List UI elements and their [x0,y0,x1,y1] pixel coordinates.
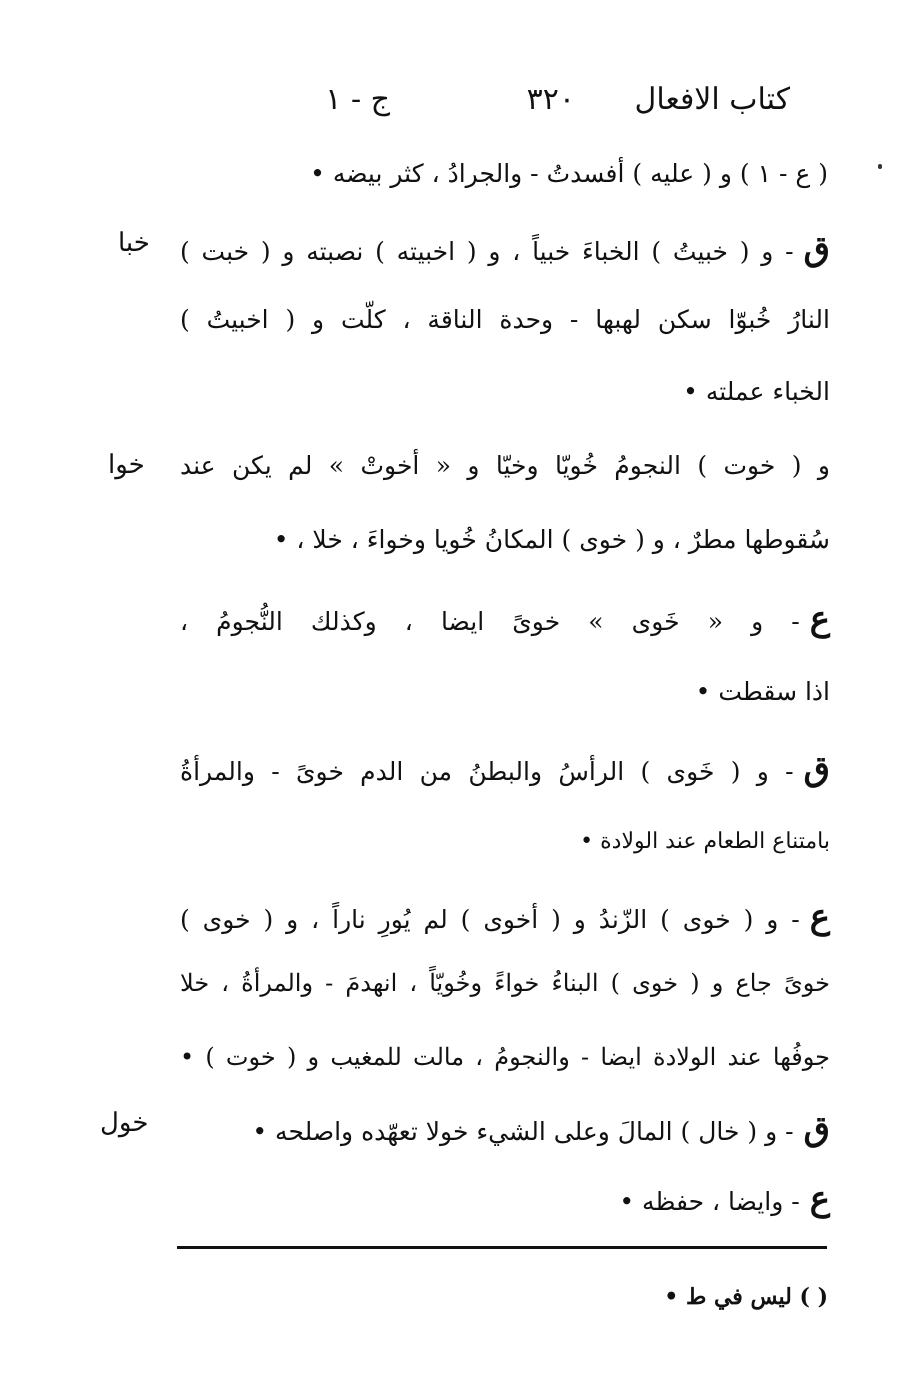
text-line [180,1178,830,1221]
line-marker: ع [809,897,830,937]
text-line [180,1108,830,1151]
line-text: - و ( خبيتُ ) الخباءَ خبياً ، و ( اخبيته ) نصبته و ( خبت ) [180,237,794,266]
line-text: الخباء عملته • [683,377,830,406]
line-marker: ع [809,599,830,639]
line-marker: ع [809,1179,830,1219]
line-text: و ( خوت ) النجومُ خُويّا وخيّا و « أخوتْ » لم يكن عند [180,451,830,480]
book-title: كتاب الافعال [634,82,790,117]
footnote: ( ) ليس في ط • [664,1284,828,1310]
text-line [180,376,830,407]
text-line [180,968,830,998]
line-text: - وايضا ، حفظه • [619,1187,800,1216]
line-text: - و ( خَوى ) الرأسُ والبطنُ من الدم خوىً - والمرأةُ [180,757,794,786]
line-text: النارُ خُبوّا سكن لهبها - وحدة الناقة ، كلّت و ( اخبيتُ ) [180,305,830,334]
margin-root-khawa: خوا [108,450,145,480]
footnote-divider [177,1246,827,1249]
text-line [180,1042,830,1072]
line-marker: ق [803,1109,830,1149]
page-header [190,82,790,132]
margin-root-khawl: خول [100,1108,149,1138]
text-line [178,158,828,189]
line-text: - و ( خوى ) الزّندُ و ( أخوى ) لم يُورِ ناراً ، و ( خوى ) [180,905,800,934]
line-text: بامتناع الطعام عند الولادة • [580,829,830,854]
text-line [180,598,830,641]
line-marker: ق [803,749,830,789]
volume-label: ج - ١ [325,82,390,117]
line-marker: ق [803,229,830,269]
text-line [180,896,830,939]
text-line [180,748,830,791]
text-line [180,304,830,335]
line-text: - و « خَوى » خوىً ايضا ، وكذلك النُّجومُ ، [180,607,800,636]
line-text: خوىً جاع و ( خوى ) البناءُ خواءً وخُويّاً ، انهدمَ - والمرأةُ ، خلا [180,969,830,997]
scan-speck [878,164,882,169]
line-text: ( ع - ١ ) و ( عليه ) أفسدتُ - والجرادُ ، كثر بيضه • [310,159,828,188]
text-line [180,828,830,856]
text-line [180,524,830,555]
text-line [180,228,830,271]
page-number: ٣٢٠ [526,82,575,117]
margin-root-khaba: خبا [118,228,150,258]
line-text: اذا سقطت • [695,677,830,706]
line-text: - و ( خال ) المالَ وعلى الشيء خولا تعهّده واصلحه • [252,1117,794,1146]
line-text: سُقوطها مطرٌ ، و ( خوى ) المكانُ خُويا وخواءَ ، خلا ، • [273,525,830,554]
text-line [180,676,830,707]
line-text: جوفُها عند الولادة ايضا - والنجومُ ، مالت للمغيب و ( خوت ) • [180,1043,830,1071]
text-line [180,450,830,481]
